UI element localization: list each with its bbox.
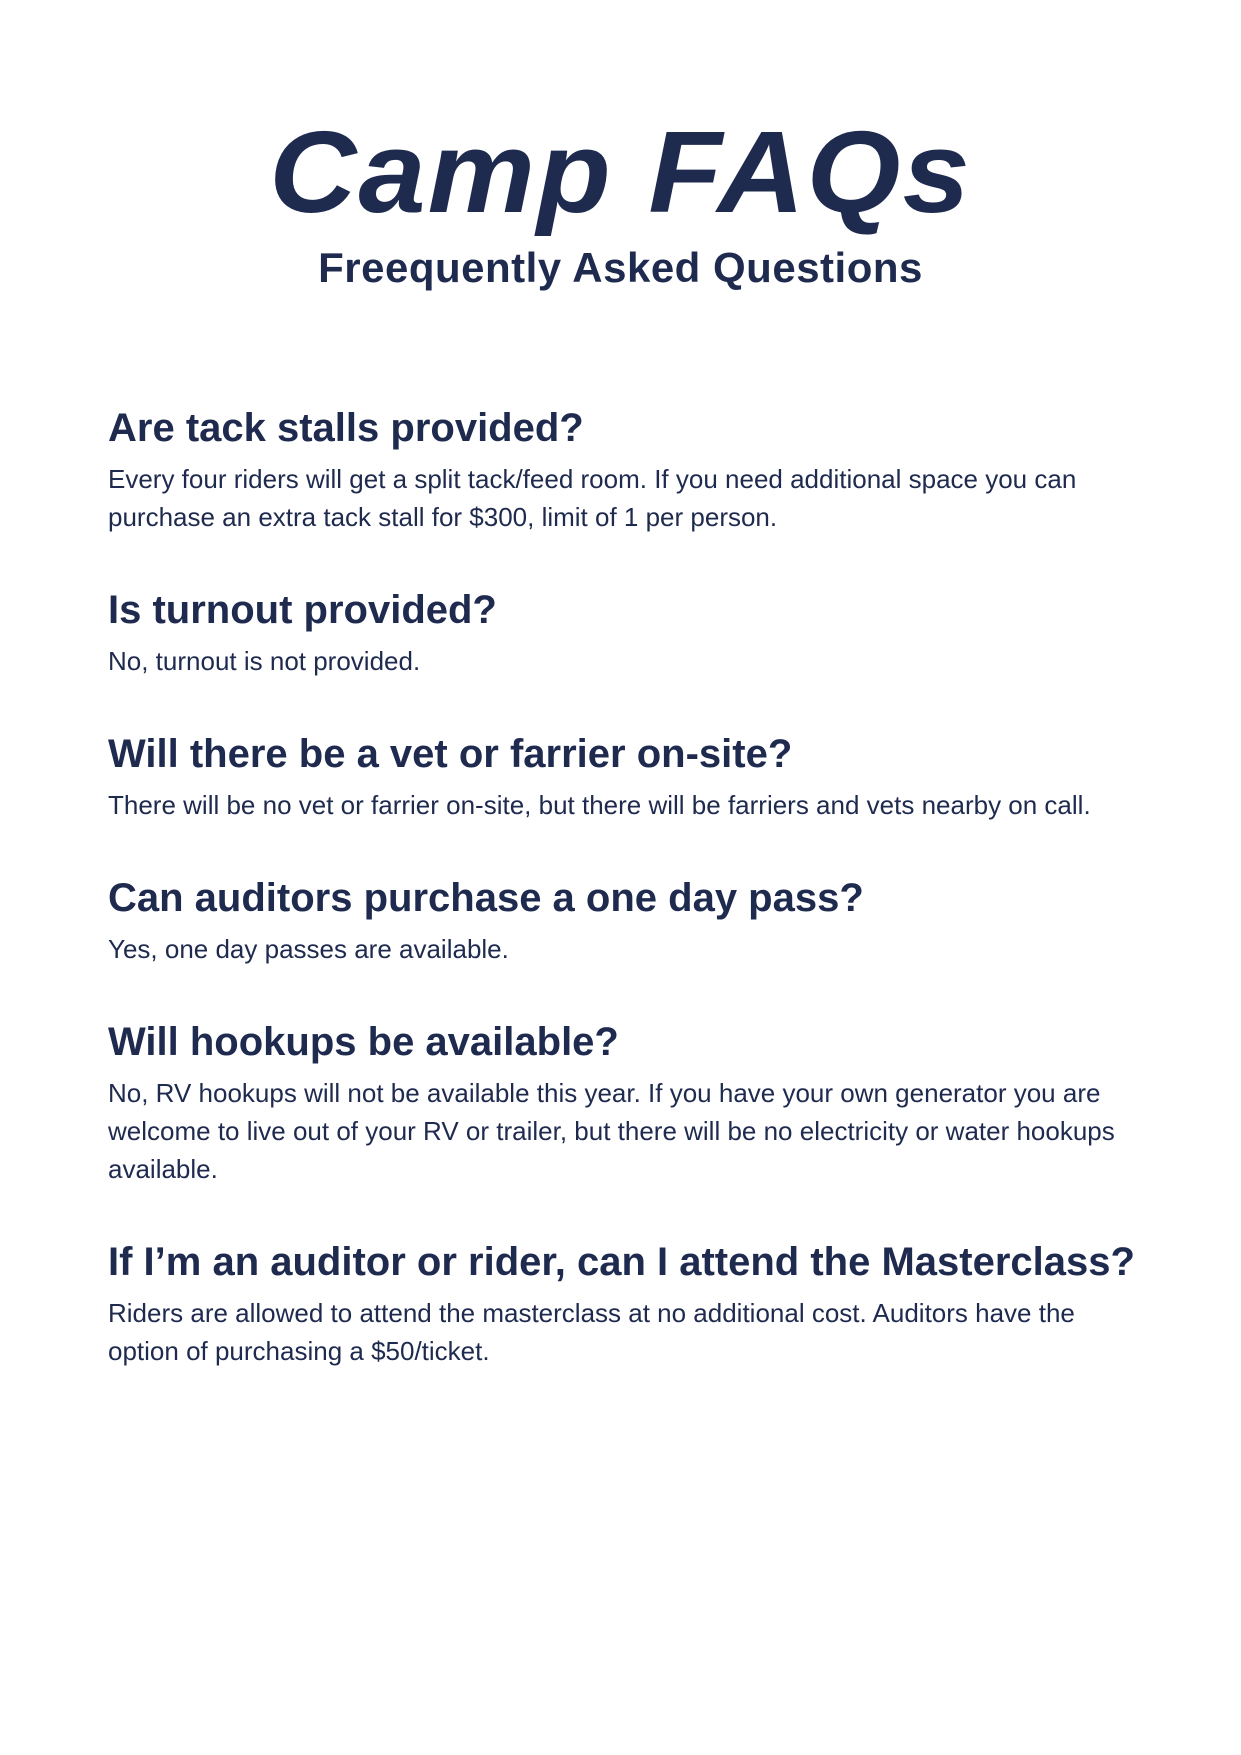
faq-question: If I’m an auditor or rider, can I attend the Masterclass? [108,1240,1135,1284]
faq-question: Will there be a vet or farrier on-site? [108,732,793,776]
faq-item-tack-stalls [108,400,1148,536]
faq-question: Is turnout provided? [108,588,497,632]
faq-answer: No, turnout is not provided. [108,646,421,676]
page-subtitle: Freequently Asked Questions [318,244,923,291]
faq-question: Can auditors purchase a one day pass? [108,876,864,920]
faq-item-turnout [108,582,1148,680]
faq-answer: There will be no vet or farrier on-site, but there will be farriers and vets nearby on call. [108,790,1091,820]
faq-answer: Riders are allowed to attend the masterclass at no additional cost. Auditors have the option of purchasing a $50/ticket. [108,1298,1075,1366]
faq-answer: No, RV hookups will not be available this year. If you have your own generator you are welcome to live out of your RV or trailer, but there will be no electricity or water hookups available. [108,1078,1115,1184]
faq-question: Will hookups be available? [108,1020,619,1064]
faq-item-day-pass [108,870,1148,968]
faq-item-masterclass [108,1234,1148,1370]
page-header [0,107,1241,292]
faq-question: Are tack stalls provided? [108,406,584,450]
faq-answer: Every four riders will get a split tack/feed room. If you need additional space you can purchase an extra tack stall for $300, limit of 1 per person. [108,464,1077,532]
page-title: Camp FAQs [269,107,972,237]
faq-answer: Yes, one day passes are available. [108,934,509,964]
faq-item-hookups [108,1014,1148,1188]
faq-list [108,400,1148,1416]
faq-item-vet-farrier [108,726,1148,824]
